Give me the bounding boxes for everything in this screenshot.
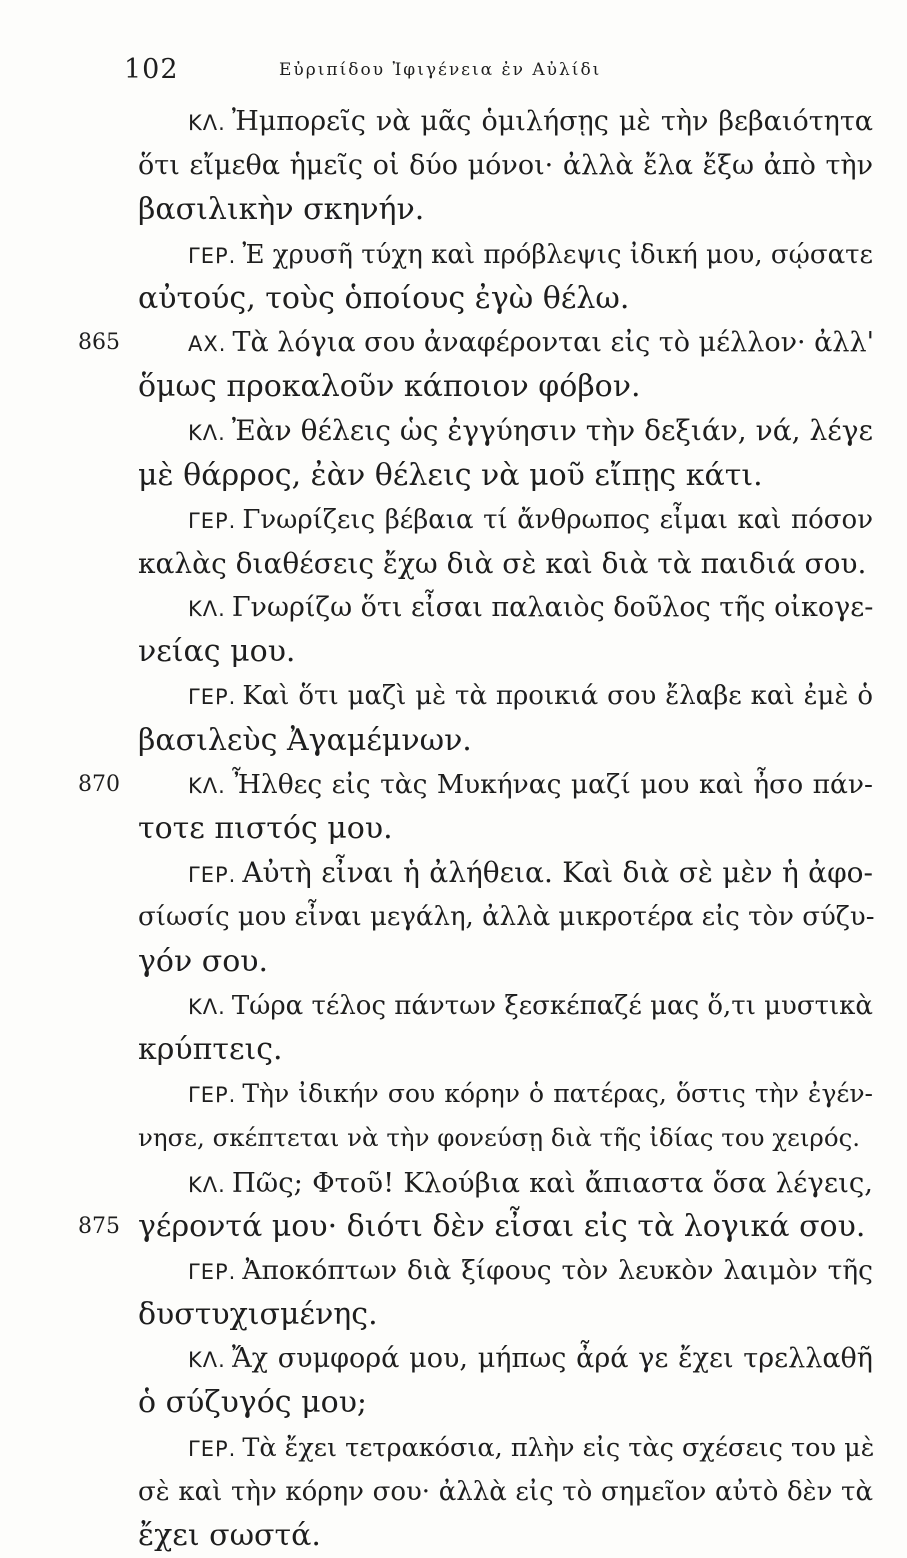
text-line: [138, 1381, 873, 1425]
line-text: Τώρα τέλος πάντων ξεσκέπαζέ μας ὅ,τι μυστικὰ: [231, 990, 873, 1021]
text-line: [138, 1072, 873, 1116]
line-text: δυστυχισμένης.: [138, 1297, 378, 1333]
text-line: [138, 1249, 873, 1293]
line-text: βασιλεὺς Ἀγαμέμνων.: [138, 722, 472, 758]
line-text: σὲ καὶ τὴν κόρην σου· ἀλλὰ εἰς τὸ σημεῖον αὐτὸ δὲν τὰ: [138, 1476, 873, 1507]
text-line: [138, 1116, 873, 1160]
line-text: Γνωρίζεις βέβαια τί ἄνθρωπος εἶμαι καὶ πόσον: [242, 504, 873, 535]
line-text: γόν σου.: [138, 943, 269, 979]
text-line: [138, 498, 873, 542]
text-line: [138, 1426, 873, 1470]
speaker-label: ΚΛ.: [188, 994, 226, 1019]
text-line: [138, 409, 873, 453]
verse-number: 870: [78, 771, 120, 797]
speaker-label: ΓΕΡ.: [188, 863, 237, 888]
play-text: [78, 100, 875, 1558]
text-line: [138, 807, 873, 851]
speaker-label: ΚΛ.: [188, 1348, 226, 1373]
line-text: βασιλικὴν σκηνήν.: [138, 192, 425, 228]
speaker-label: ΚΛ.: [188, 597, 226, 622]
text-line: [138, 586, 873, 630]
line-text: Γνωρίζω ὅτι εἶσαι παλαιὸς δοῦλος τῆς οἰκογε-: [231, 592, 874, 624]
line-text: ἔχει σωστά.: [138, 1518, 321, 1553]
text-line: [138, 1293, 873, 1337]
text-line: [138, 100, 873, 144]
line-text: Ἦλθες εἰς τὰς Μυκήνας μαζί μου καὶ ἦσο πάν-: [231, 768, 873, 800]
speaker-label: ΓΕΡ.: [188, 1436, 237, 1461]
line-text: κρύπτεις.: [138, 1031, 283, 1067]
speaker-label: ΑΧ.: [188, 331, 227, 356]
text-line: [138, 277, 873, 321]
line-text: Πῶς; Φτοῦ! Κλούβια καὶ ἄπιαστα ὅσα λέγεις,: [231, 1166, 873, 1199]
speaker-label: ΓΕΡ.: [188, 685, 237, 710]
line-text: νησε, σκέπτεται νὰ τὴν φονεύσῃ διὰ τῆς ἰδίας του χειρός.: [138, 1123, 861, 1153]
text-line: [78, 321, 875, 365]
line-text: γέροντά μου· διότι δὲν εἶσαι εἰς τὰ λογικά σου.: [138, 1208, 866, 1244]
text-line: [138, 233, 873, 277]
text-line: [138, 895, 873, 939]
line-text: αὐτούς, τοὺς ὁποίους ἐγὼ θέλω.: [138, 280, 630, 316]
text-line: [138, 1470, 873, 1514]
running-title: Εὐριπίδου Ἰφιγένεια ἐν Αὐλίδι: [279, 60, 602, 80]
speaker-label: ΓΕΡ.: [188, 508, 237, 533]
line-text: Τὰ ἔχει τετρακόσια, πλὴν εἰς τὰς σχέσεις του μὲ: [242, 1432, 875, 1463]
page-header: [124, 54, 784, 94]
verse-number: 865: [78, 329, 120, 355]
speaker-label: ΚΛ.: [188, 421, 226, 446]
speaker-label: ΓΕΡ.: [188, 1259, 237, 1284]
text-line: [138, 1161, 873, 1205]
text-line: [138, 984, 873, 1028]
line-text: Ἀποκόπτων διὰ ξίφους τὸν λευκὸν λαιμὸν τῆς: [242, 1254, 873, 1286]
text-line: [138, 454, 873, 498]
text-line: [138, 1028, 873, 1072]
line-text: Ἠμπορεῖς νὰ μᾶς ὁμιλήσῃς μὲ τὴν βεβαιότητα: [231, 106, 873, 137]
text-line: [138, 1514, 873, 1558]
text-line: [138, 542, 873, 586]
line-text: Ἐ χρυσῆ τύχη καὶ πρόβλεψις ἰδική μου, σῴσατε: [242, 239, 873, 270]
line-text: Τὰ λόγια σου ἀναφέρονται εἰς τὸ μέλλον· ἀλλ': [232, 326, 875, 358]
speaker-label: ΚΛ.: [188, 773, 226, 798]
line-text: ὅμως προκαλοῦν κάποιον φόβον.: [138, 369, 641, 405]
text-line: [138, 1337, 873, 1381]
line-text: Τὴν ἰδικήν σου κόρην ὁ πατέρας, ὅστις τὴν ἐγέν-: [242, 1079, 873, 1109]
text-line: [138, 188, 873, 232]
line-text: ὁ σύζυγός μου;: [138, 1385, 368, 1421]
text-line: [78, 1205, 873, 1249]
text-line: [138, 630, 873, 674]
speaker-label: ΚΛ.: [188, 1172, 226, 1197]
line-text: ὅτι εἴμεθα ἡμεῖς οἱ δύο μόνοι· ἀλλὰ ἔλα ἔξω ἀπὸ τὴν: [138, 150, 873, 182]
line-text: Αὐτὴ εἶναι ἡ ἀλήθεια. Καὶ διὰ σὲ μὲν ἡ ἀφο-: [242, 856, 873, 890]
line-text: τοτε πιστός μου.: [138, 811, 393, 846]
speaker-label: ΚΛ.: [188, 111, 226, 135]
line-text: Ἄχ συμφορά μου, μήπως ἆρά γε ἔχει τρελλαθῆ: [231, 1343, 873, 1375]
text-line: [138, 365, 873, 409]
line-text: καλὰς διαθέσεις ἔχω διὰ σὲ καὶ διὰ τὰ παιδιά σου.: [138, 546, 867, 580]
text-line: [138, 719, 873, 763]
page-number: 102: [124, 54, 179, 85]
speaker-label: ΓΕΡ.: [188, 1083, 237, 1108]
speaker-label: ΓΕΡ.: [188, 243, 237, 268]
text-line: [138, 674, 873, 718]
line-text: Ἐὰν θέλεις ὡς ἐγγύησιν τὴν δεξιάν, νά, λέγε: [231, 414, 873, 448]
text-line: [78, 763, 873, 807]
text-line: [138, 940, 873, 984]
line-text: Καὶ ὅτι μαζὶ μὲ τὰ προικιά σου ἔλαβε καὶ ἐμὲ ὁ: [242, 681, 873, 712]
line-text: σίωσίς μου εἶναι μεγάλη, ἀλλὰ μικροτέρα εἰς τὸν σύζυ-: [138, 902, 875, 933]
line-text: νείας μου.: [138, 634, 296, 670]
line-text: μὲ θάρρος, ἐὰν θέλεις νὰ μοῦ εἴπῃς κάτι.: [138, 457, 763, 493]
text-line: [138, 144, 873, 188]
text-line: [138, 851, 873, 895]
verse-number: 875: [78, 1213, 120, 1239]
